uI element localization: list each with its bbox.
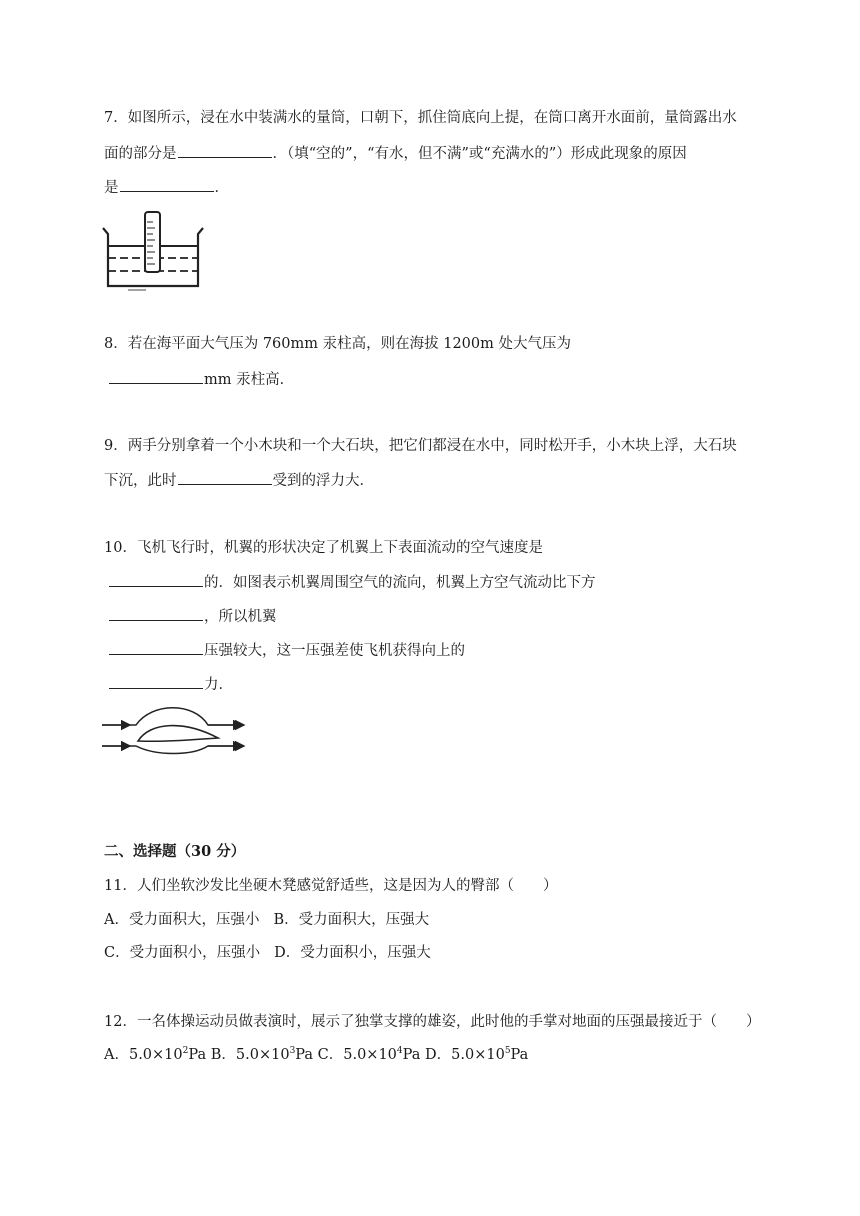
q8-line1: 8．若在海平面大气压为 760mm 汞柱高，则在海拔 1200m 处大气压为 [104, 336, 571, 352]
q12-option-d[interactable] [425, 1047, 528, 1063]
q12-option-c-label: C．5.0×10 [317, 1047, 397, 1063]
q7-line3 [104, 177, 229, 198]
q10-blank-1[interactable] [109, 572, 203, 587]
q12-option-c[interactable] [318, 1047, 421, 1063]
section-2-title: 二、选择题（30 分） [104, 843, 246, 860]
q12-option-a[interactable] [104, 1047, 206, 1063]
q10-blank-3[interactable] [109, 640, 203, 655]
q9-line2 [104, 470, 374, 491]
q10-blank-2[interactable] [109, 606, 203, 621]
q10-line2-post: 的．如图表示机翼周围空气的流向，机翼上方空气流动比下方 [204, 575, 596, 591]
q7-line2-pre: 面的部分是 [104, 146, 177, 162]
q11-option-d[interactable]: D．受力面积小，压强大 [274, 945, 431, 961]
q8-blank-1[interactable] [109, 369, 203, 384]
q11-stem: 11．人们坐软沙发比坐硬木凳感觉舒适些，这是因为人的臀部（ ） [104, 878, 558, 894]
q7-line3-pre: 是 [104, 180, 119, 196]
q9-line2-pre: 下沉，此时 [104, 473, 177, 489]
q10-line3 [108, 606, 277, 627]
graduated-cylinder-figure [100, 208, 210, 294]
q10-line1: 10．飞机飞行时，机翼的形状决定了机翼上下表面流动的空气速度是 [104, 540, 543, 556]
q8-line2 [108, 369, 294, 390]
q12-option-a-exponent: 2 [182, 1046, 189, 1056]
q10-line4-post: 压强较大，这一压强差使飞机获得向上的 [204, 643, 465, 659]
q12-option-d-label: D．5.0×10 [425, 1047, 505, 1063]
q12-option-d-exponent: 5 [504, 1046, 511, 1056]
q7-line2-post: ．（填“空的”，“有水，但不满”或“充满水的”）形成此现象的原因 [272, 146, 687, 162]
q9-blank-1[interactable] [178, 470, 272, 485]
q9-line1: 9．两手分别拿着一个小木块和一个大石块，把它们都浸在水中，同时松开手，小木块上浮，大石块 [104, 438, 737, 454]
q10-blank-4[interactable] [109, 674, 203, 689]
airfoil-airflow-figure [100, 698, 248, 764]
q12-option-a-unit: Pa [188, 1047, 207, 1063]
q12-option-d-unit: Pa [510, 1047, 529, 1063]
q10-line5 [108, 674, 233, 695]
q12-option-b-label: B．5.0×10 [210, 1047, 290, 1063]
q11-option-a[interactable]: A．受力面积大，压强小 [104, 912, 260, 928]
q10-line2 [108, 572, 596, 593]
q7-blank-1[interactable] [178, 143, 272, 158]
q12-option-b-unit: Pa [295, 1047, 314, 1063]
q11-options-row2 [104, 943, 431, 963]
q9-line2-post: 受到的浮力大． [272, 473, 374, 489]
q10-line5-post: 力． [204, 677, 233, 693]
q12-option-b[interactable] [211, 1047, 313, 1063]
q7-line1: 7．如图所示，浸在水中装满水的量筒，口朝下，抓住筒底向上提，在筒口离开水面前，量筒露出水 [104, 110, 737, 126]
q11-option-c[interactable]: C．受力面积小，压强小 [104, 945, 261, 961]
q7-line3-post: ． [214, 180, 229, 196]
q12-option-c-exponent: 4 [396, 1046, 403, 1056]
q12-option-a-label: A．5.0×10 [104, 1047, 183, 1063]
q12-option-c-unit: Pa [402, 1047, 421, 1063]
q12-stem: 12．一名体操运动员做表演时，展示了独掌支撑的雄姿，此时他的手掌对地面的压强最接近于（ ） [104, 1014, 761, 1030]
q10-line4 [108, 640, 465, 661]
q10-line3-post: ，所以机翼 [204, 609, 277, 625]
q12-option-b-exponent: 3 [289, 1046, 296, 1056]
q8-line2-post: mm 汞柱高． [204, 372, 295, 388]
q12-options [104, 1045, 528, 1065]
q11-options-row1 [104, 910, 429, 930]
q7-line2 [104, 143, 687, 164]
q11-option-b[interactable]: B．受力面积大，压强大 [273, 912, 430, 928]
q7-blank-2[interactable] [120, 177, 214, 192]
